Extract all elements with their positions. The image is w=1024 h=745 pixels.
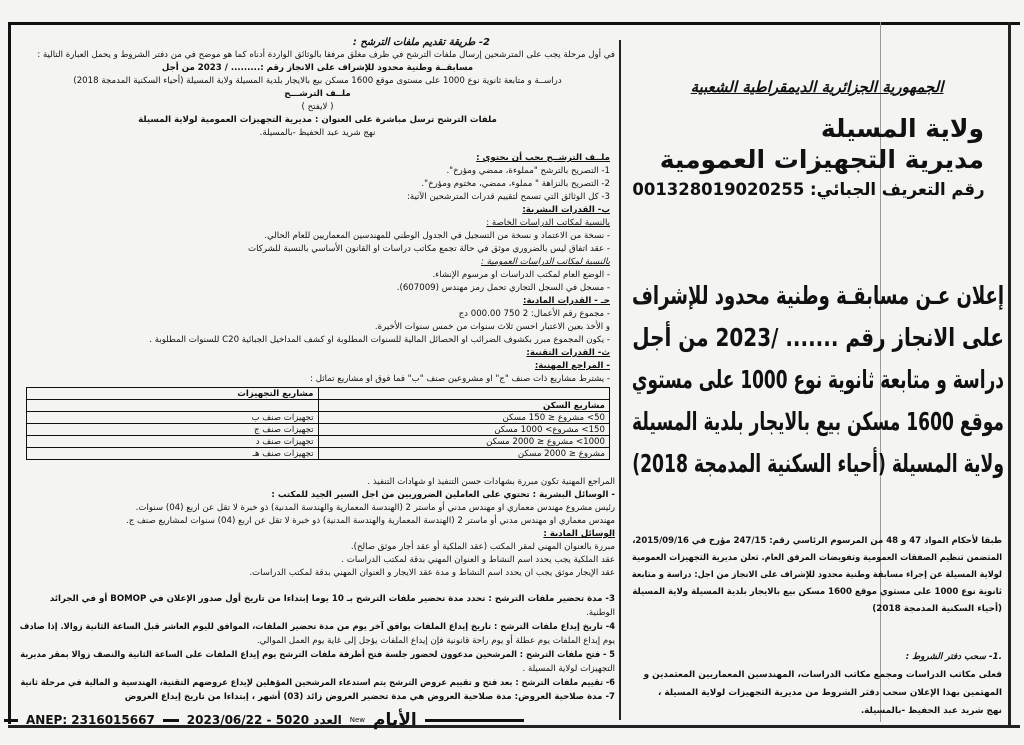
text-line: نهج شريد عبد الحفيظ -بالمسيلة. — [860, 706, 1002, 716]
text-line: فعلى مكاتب الدراسات ومجمع مكاتب الدراسات، المهندسين المعماريين المعتمدين و — [643, 670, 1002, 680]
text-line: المتضمن تنظيم الصفقات العمومية وتفويضات المرفق العام. تعلن مديرية التجهيزات العمومية — [632, 553, 1002, 563]
text-line: دراسة و متابعة ثانوية نوع 1000 على مستوي — [631, 365, 1004, 394]
text-line: 2- التصريح بالنزاهة " مملوء، ممضي، مختوم ومؤرخ". — [421, 179, 610, 189]
text-line: طبقا لأحكام المواد 47 و 48 من المرسوم الرئاسي رقم: 247/15 مؤرخ في 2015/09/16، — [632, 536, 1002, 546]
text-line: الوطنية. — [586, 608, 615, 618]
text-line: - مجموع رقم الأعمال: 2 750 000.00 دج — [458, 309, 610, 319]
text-line: مهندس معماري او مهندس مدني أو ماستر 2 (الهندسة المعمارية والهندسة المدنية) ذو خبرة لا تقل عن اربع (04) سنوات لمشاريع صنف ج. — [125, 516, 615, 526]
text-line: عقد الملكية يجب يحدد اسم النشاط و العنوان المهني بدقة لمكتب الدراسات . — [341, 555, 615, 565]
text-line: ولاية المسيلة (أحياء السكنية المدمجة 2018) — [632, 449, 1004, 478]
procedure-sections — [20, 592, 615, 704]
newspaper-logo: الأيام — [373, 710, 417, 730]
table-cell: تجهيزات صنف د — [255, 436, 314, 447]
text-line: 3- كل الوثائق التي تسمح لتقييم قدرات المترشحين الآتية: — [406, 192, 610, 202]
section-heading: ملــف الترشــح يجب أن يحتوي : — [476, 153, 610, 163]
table-cell: تجهيزات صنف ج — [253, 424, 314, 435]
text-line: ( لايفتح ) — [301, 102, 334, 112]
table-row — [27, 448, 610, 460]
text-line: 3- مدة تحضير ملفات الترشح : تحدد مدة تحضير ملفات الترشح بـ 10 يوما إبتداءا من تاريخ أول صدور الإعلان في BOMOP أو في الجرائد — [49, 594, 615, 604]
announcement-title — [632, 275, 1004, 485]
dossier-contents — [20, 152, 610, 386]
text-line: 4- تاريخ إيداع ملفات الترشح : تاريخ إيداع الملفات يوافق آخر يوم من مدة تحضير الملفات، الموافق لليوم العاشر قبل الساعة الثانية زوالا. إذا صادف — [19, 622, 615, 632]
text-line: - يكون المجموع مبرر بكشوف الضرائب او الحصائل المالية للسنوات المطلوبة او كشف المداخيل الجبائية C20 للسنوات المطلوبة . — [149, 335, 610, 345]
text-line: لولاية المسيلة عن إجراء مسابقة وطنية محدود للإشراف على الانجاز من اجل: دراسة و متابعة — [631, 570, 1002, 580]
table-row — [27, 412, 610, 424]
tax-id — [632, 180, 1002, 200]
text-line: و الأخذ بعين الاعتبار احسن ثلاث سنوات من خمس سنوات الأخيرة. — [374, 322, 610, 332]
text-line: 1- التصريح بالترشح "مملوءة، ممضي ومؤرخ". — [446, 166, 610, 176]
text-line: ملفات الترشح ترسل مباشرة على العنوان : مديرية التجهيزات العمومية لولاية المسيلة — [138, 115, 497, 125]
text-line: موقع 1600 مسكن بيع بالايجار بلدية المسيلة — [632, 407, 1004, 436]
table-header: مشاريع السكن — [543, 400, 605, 411]
text-line: - يشترط مشاريع ذات صنف "ج" او مشروعين صنف "ب" فما فوق او مشاريع تماثل : — [310, 374, 610, 384]
table-cell: مشروع ≤ 2000 مسكن — [517, 448, 605, 459]
issue-date: 2023/06/22 - 5020 العدد — [186, 713, 342, 727]
tax-id-value: 001328019020255 — [632, 180, 805, 200]
table-row — [27, 424, 610, 436]
text-line: 5 - فتح ملفات الترشح : المرشحين مدعوون لحضور جلسة فتح أظرفة ملفات الترشح يوم إيداع الملفات على الساعة الثانية والنصف زوالا بمقر مديرية — [20, 650, 615, 660]
table-cell: 150> مشروع> 1000 مسكن — [494, 424, 605, 435]
text-line: نهج شريد عبد الحفيظ -بالمسيلة. — [259, 128, 376, 138]
section-heading: الوسائل المادية : — [543, 529, 615, 539]
header-block — [632, 78, 1002, 200]
text-line: 7- مدة صلاحية العروض: مدة صلاحية العروض هي مدة تحضير العروض زائد (03) أشهر ، إبتداءا من تاريخ إيداع العروض — [124, 692, 615, 702]
text-line: يوم إيداع الملفات يوم عطلة أو يوم راحة قانونية فإن إيداع الملفات يؤجل إلى غاية يوم العمل الموالي. — [256, 636, 615, 646]
section-heading: 2- طريقة تقديم ملفات الترشح : — [352, 37, 490, 48]
submission-section — [20, 36, 615, 140]
directorate-name: مديرية التجهيزات العمومية — [659, 145, 984, 174]
text-line: المراجع المهنية تكون مبررة بشهادات حسن التنفيذ او شهادات التنفيذ . — [367, 477, 615, 487]
text-line: مبررة بالعنوان المهني لمقر المكتب (عقد الملكية أو عقد أجار موثق صالح). — [350, 542, 615, 552]
section-heading: ث- القدرات التقنية: — [526, 348, 610, 358]
means-section — [20, 476, 615, 580]
column-divider — [619, 40, 621, 720]
section-heading: ب- القدرات البشرية: — [522, 205, 610, 215]
text-line: عقد الإيجار موثق يجب ان يحدد اسم النشاط و مدة عقد الايجار و العنوان المهني بدقة لمكتب الدراسات. — [249, 568, 615, 578]
text-line: مسابقــة وطنية محدود للإشراف على الانجاز رقم :......... / 2023 من أجل — [161, 63, 474, 73]
text-line: على الانجاز رقم ....... /2023 من أجل — [632, 323, 1004, 352]
section-heading: - المراجع المهنية: — [534, 361, 610, 371]
footer — [4, 711, 524, 729]
republic-title: الجمهورية الجزائرية الديمقراطية الشعبية — [690, 78, 944, 96]
text-line: - الوسائل البشرية : تحتوي على العاملين الضروريين من اجل السير الجيد للمكتب : — [271, 490, 615, 500]
text-line: دراســة و متابعة ثانوية نوع 1000 على مستوى موقع 1600 مسكن بيع بالايجار بلدية المسيلة ولاية المسيلة (أحياء السكنية المدمجة 2018) — [73, 76, 562, 86]
text-line: - نسخة من الاعتماد و نسخة من التسجيل في الجدول الوطني للمهندسين المعماريين للعام الحالي. — [264, 231, 610, 241]
section-heading: بالنسبة لمكاتب الدراسات العمومية : — [480, 257, 610, 267]
table-cell: 50> مشروع ≤ 150 مسكن — [502, 412, 605, 423]
right-border — [1008, 22, 1011, 728]
text-line: ثانوية نوع 1000 على مستوي موقع 1600 مسكن بيع بالايجار بلدية المسيلة ولاية المسيلة — [632, 587, 1002, 597]
wilaya-name: ولاية المسيلة — [820, 114, 984, 143]
text-line: (أحياء السكنية المدمجة 2018) — [872, 604, 1002, 614]
table-cell: تجهيزات صنف ب — [251, 412, 314, 423]
text-line: - عقد اتفاق ليس بالضروري موثق في حالة تجمع مكاتب دراسات او القانون الأساسي بالنسبة للشركات — [248, 244, 610, 254]
table-header: مشاريع التجهيزات — [237, 388, 314, 399]
text-line: ملــف الترشـــح — [284, 89, 351, 99]
announcement-body — [632, 533, 1002, 618]
text-line: التجهيزات لولاية المسيلة . — [522, 664, 615, 674]
text-line: إعلان عـن مسابقـة وطنية محدود للإشراف — [631, 281, 1004, 310]
text-line: 6- تقييم ملفات الترشح : بعد فتح و تقييم عروض الترشح يتم استدعاء المرشحين المؤهلين لإيداع عروضهم التقنية، الهندسية و المالية في مرحلة ثانية — [20, 678, 615, 688]
section-heading: جـ - القدرات المادية: — [523, 296, 610, 306]
new-label: New — [349, 716, 366, 724]
anep-number: ANEP: 2316015667 — [26, 713, 155, 727]
text-line: رئيس مشروع مهندس معماري او مهندس مدني أو ماستر 2 (الهندسة المعمارية والهندسة المدنية) ذو خبرة لا تقل عن اربع (04) سنوات. — [135, 503, 615, 513]
section-heading: بالنسبة لمكاتب الدراسات الخاصة : — [486, 218, 610, 228]
references-table — [26, 387, 610, 460]
tax-id-label: رقم التعريف الجبائي: — [810, 180, 985, 200]
section-1 — [632, 648, 1002, 720]
text-line: - مسجل في السجل التجاري تحمل رمز مهندس (607009). — [396, 283, 610, 293]
table-cell: تجهيزات صنف هـ — [252, 448, 314, 459]
text-line: - الوضع العام لمكتب الدراسات او مرسوم الإنشاء. — [432, 270, 610, 280]
text-line: في أول مرحلة يجب على المترشحين إرسال ملفات الترشح في ظرف مغلق مرفقا بالوثائق الواردة أدناه كما هو موضح في من دفتر الشروط و يحمل العبارة التالية : — [37, 50, 615, 60]
section-heading: .1- سحب دفتر الشروط : — [905, 652, 1002, 662]
table-row — [27, 436, 610, 448]
text-line: المهتمين بهذا الإعلان سحب دفتر الشروط من مديرية التجهيزات لولاية المسيلة ، — [658, 688, 1002, 698]
table-cell: 1000> مشروع ≤ 2000 مسكن — [486, 436, 605, 447]
